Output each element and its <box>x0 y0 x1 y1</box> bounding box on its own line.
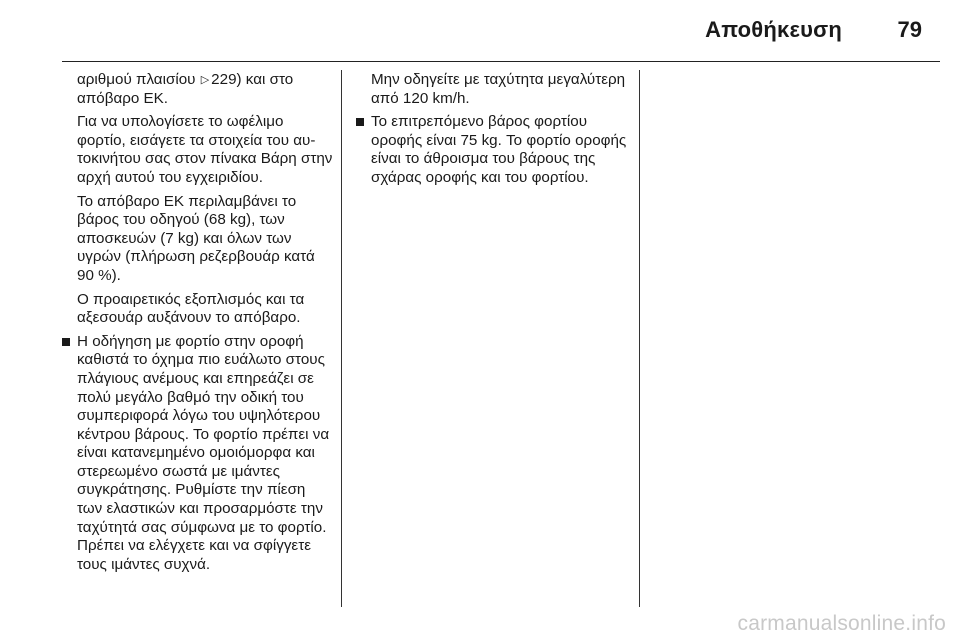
paragraph-speed-limit: Μην οδηγείτε με ταχύτητα μεγαλύτερη από 120 km/h. <box>371 71 626 107</box>
bullet-square-icon <box>62 338 70 346</box>
paragraph-optional-equipment: Ο προαιρετικός εξοπλισμός και τα αξεσουάρ αυξάνουν το απόβαρο. <box>77 290 305 327</box>
page-header <box>0 0 960 62</box>
paragraph-kerb-weight: Το απόβαρο ΕΚ περιλαμβάνει το βάρος του οδηγού (68 kg), των αποσκευών (7 kg) και όλων των υγρών (πλήρωση ρεζερβουάρ κατά 90 %). <box>77 192 315 284</box>
paragraph-payload-calc: Για να υπολογίσετε το ωφέλιμο φορτίο, εισάγετε τα στοιχεία του αυτοκινήτου σας στον πίνακα Βάρη στην αρχή αυτού του εγχειριδίου. <box>77 113 333 186</box>
bullet-roof-load-limit <box>356 113 632 187</box>
page-number: 79 <box>897 17 922 42</box>
section-title: Αποθήκευση <box>705 17 842 42</box>
paragraph-chassis-ref <box>77 71 334 108</box>
bullet-square-icon <box>356 118 364 126</box>
paragraph-text: αριθμού πλαισίου <box>77 71 196 88</box>
bullet-text: Το επιτρεπόμενο βάρος φορτίου οροφής είναι 75 kg. Το φορτίο οροφής είναι το άθροισμα του βάρους της σχάρας οροφής και του φορτίου. <box>371 113 627 186</box>
middle-column <box>356 71 632 193</box>
bullet-text: Η οδήγηση με φορτίο στην οροφή καθιστά το όχημα πιο ευάλωτο στους πλάγιους ανέμους και επηρεάζει σε πολύ μεγάλο βαθμό την οδική του συμπεριφορά λόγω του υψηλότερου κέντρου βάρους. Το φορτίο πρέπει να είναι κατανεμημένο ομοιόμορφα και στερεωμένο σωστά με ιμάντες συγκράτησης. Ρυθμίστε την πίεση των ελαστικών και προσαρμόστε την ταχύτητά σας σύμφωνα με το φορτίο. Πρέπει να ελέγχετε και να σφίγγετε τους ιμάντες συχνά. <box>77 332 330 573</box>
column-divider-left <box>341 70 342 607</box>
page-reference-icon[interactable]: ▷ <box>200 74 210 86</box>
watermark: carmanualsonline.info <box>737 612 946 635</box>
left-column <box>62 71 334 579</box>
bullet-roof-load-driving <box>62 333 334 575</box>
paragraph-text: 229) και στο απόβαρο ΕΚ. <box>77 71 294 107</box>
header-divider <box>62 61 940 62</box>
column-divider-right <box>639 70 640 607</box>
